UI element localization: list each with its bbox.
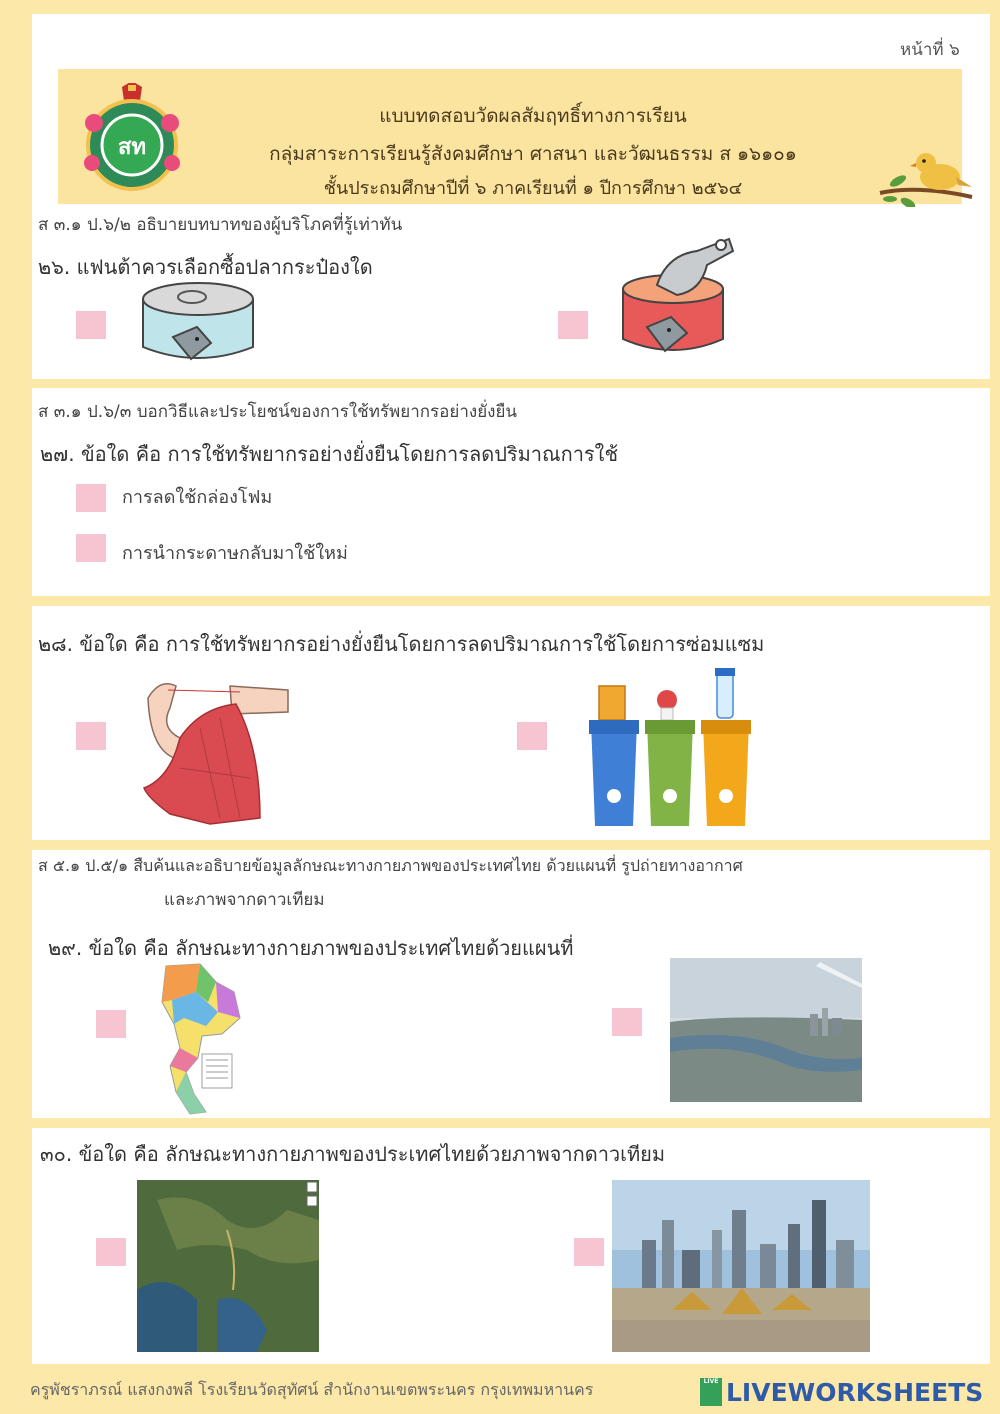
question-29-panel (32, 850, 990, 1118)
q29-standard-line-1: ส ๕.๑ ป.๕/๑ สืบค้นและอธิบายข้อมูลลักษณะทางกายภาพของประเทศไทย ด้วยแผนที่ รูปถ่ายทางอากาศ (38, 856, 743, 875)
title-banner (58, 69, 962, 204)
q26-standard: ส ๓.๑ ป.๖/๒ อธิบายบทบาทของผู้บริโภคที่รู้เท่าทัน (38, 215, 403, 235)
aerial-photo-image (670, 958, 862, 1102)
question-30-panel (32, 1128, 990, 1364)
liveworksheets-wordmark[interactable]: LIVEWORKSHEETS (726, 1377, 984, 1407)
tuna-can-red-image (617, 235, 737, 363)
liveworksheets-logo (700, 1376, 983, 1408)
q28-question: ๒๘. ข้อใด คือ การใช้ทรัพยากรอย่างยั่งยืนโดยการลดปริมาณการใช้โดยการซ่อมแซม (38, 632, 765, 656)
q26-checkbox-2[interactable] (558, 311, 588, 339)
q30-checkbox-2[interactable] (574, 1238, 604, 1266)
q29-standard-line-2: และภาพจากดาวเทียม (164, 890, 325, 910)
satellite-image (137, 1180, 319, 1352)
tuna-can-clear-image (137, 277, 259, 369)
footer-credit: ครูพัชราภรณ์ แสงกงพลี โรงเรียนวัดสุทัศน์ สำนักงานเขตพระนคร กรุงเทพมหานคร (30, 1380, 594, 1399)
q27-option-1: การลดใช้กล่องโฟม (122, 487, 273, 508)
logo-text: สท (118, 135, 146, 160)
q27-checkbox-2[interactable] (76, 534, 106, 562)
liveworksheets-badge: LIVE (700, 1378, 722, 1406)
title-line-1: แบบทดสอบวัดผลสัมฤทธิ์ทางการเรียน (379, 105, 687, 127)
title-line-2: กลุ่มสาระการเรียนรู้สังคมศึกษา ศาสนา และวัฒนธรรม ส ๑๖๑๐๑ (269, 143, 797, 165)
school-logo (82, 83, 182, 193)
q27-question: ๒๗. ข้อใด คือ การใช้ทรัพยากรอย่างยั่งยืนโดยการลดปริมาณการใช้ (40, 442, 619, 466)
q29-question: ๒๙. ข้อใด คือ ลักษณะทางกายภาพของประเทศไทยด้วยแผนที่ (48, 936, 574, 960)
q29-checkbox-2[interactable] (612, 1008, 642, 1036)
page-number: หน้าที่ ๖ (900, 40, 960, 60)
bird-illustration (878, 147, 974, 213)
question-26-panel (32, 207, 990, 379)
title-line-3: ชั้นประถมศึกษาปีที่ ๖ ภาคเรียนที่ ๑ ปีการศึกษา ๒๕๖๔ (323, 178, 743, 199)
q27-checkbox-1[interactable] (76, 484, 106, 512)
q30-question: ๓๐. ข้อใด คือ ลักษณะทางกายภาพของประเทศไทยด้วยภาพจากดาวเทียม (40, 1142, 666, 1166)
q27-option-2: การนำกระดาษกลับมาใช้ใหม่ (122, 543, 348, 564)
recycle-bins-image (587, 666, 757, 828)
header-panel (32, 14, 990, 207)
q30-checkbox-1[interactable] (96, 1238, 126, 1266)
sewing-cloth-image (140, 668, 290, 828)
q26-question: ๒๖. แฟนต้าควรเลือกซื้อปลากระป๋องใด (38, 255, 373, 279)
q28-checkbox-2[interactable] (517, 722, 547, 750)
thailand-map-image (156, 962, 246, 1118)
q27-standard: ส ๓.๑ ป.๖/๓ บอกวิธีและประโยชน์ของการใช้ทรัพยากรอย่างยั่งยืน (38, 402, 518, 422)
question-28-panel (32, 606, 990, 840)
question-27-panel (32, 388, 990, 596)
q29-checkbox-1[interactable] (96, 1010, 126, 1038)
q28-checkbox-1[interactable] (76, 722, 106, 750)
bangkok-skyline-image (612, 1180, 870, 1352)
q26-checkbox-1[interactable] (76, 311, 106, 339)
